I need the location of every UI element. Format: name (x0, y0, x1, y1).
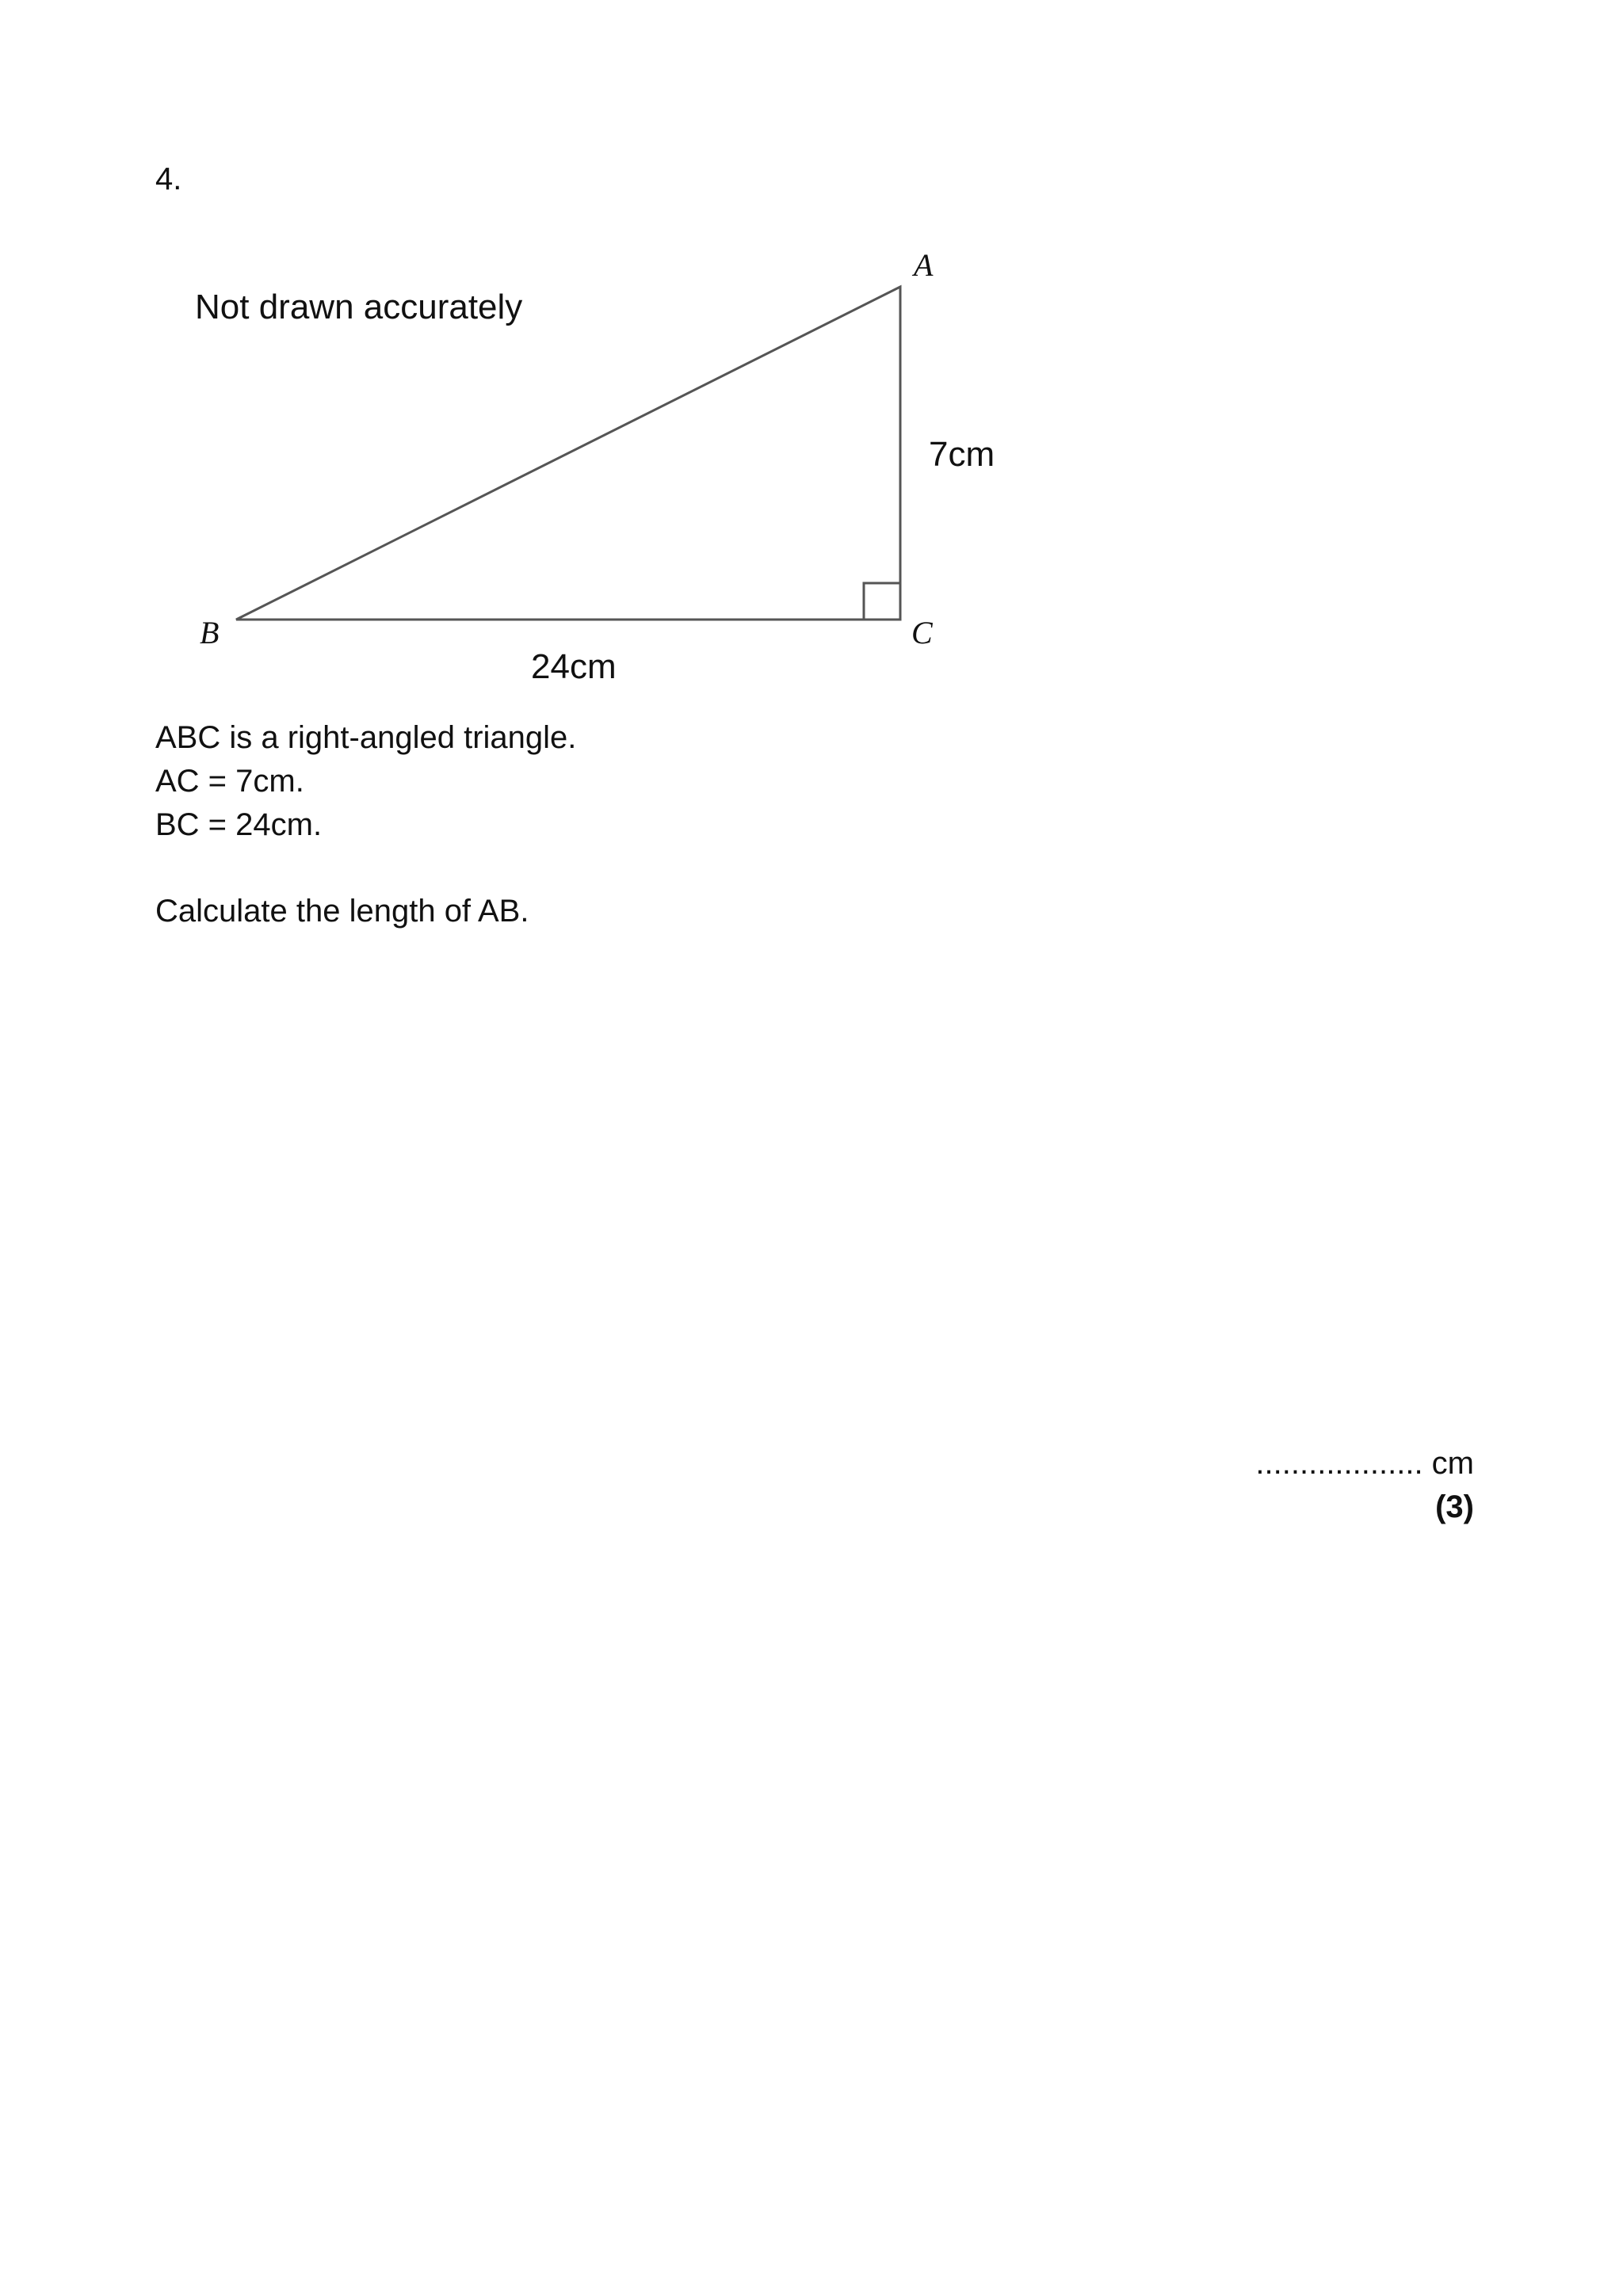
answer-area (1255, 1442, 1474, 1529)
statement-line: AC = 7cm. (155, 764, 304, 799)
side-ac-label: 7cm (929, 435, 995, 474)
side-bc-label: 24cm (531, 647, 617, 686)
question-prompt: Calculate the length of AB. (155, 894, 529, 929)
vertex-c-label: C (911, 615, 933, 650)
diagram-note: Not drawn accurately (195, 288, 523, 326)
marks-indicator: (3) (1435, 1489, 1474, 1524)
given-statements (155, 716, 576, 847)
vertex-b-label: B (200, 615, 220, 650)
question-number: 4. (155, 162, 182, 196)
vertex-a-label: A (914, 247, 934, 283)
right-angle-marker (864, 583, 900, 620)
triangle-abc (236, 287, 900, 620)
statement-line: BC = 24cm. (155, 807, 323, 842)
statement-line: ABC is a right-angled triangle. (155, 720, 577, 755)
answer-line[interactable]: ................... cm (1255, 1446, 1474, 1481)
